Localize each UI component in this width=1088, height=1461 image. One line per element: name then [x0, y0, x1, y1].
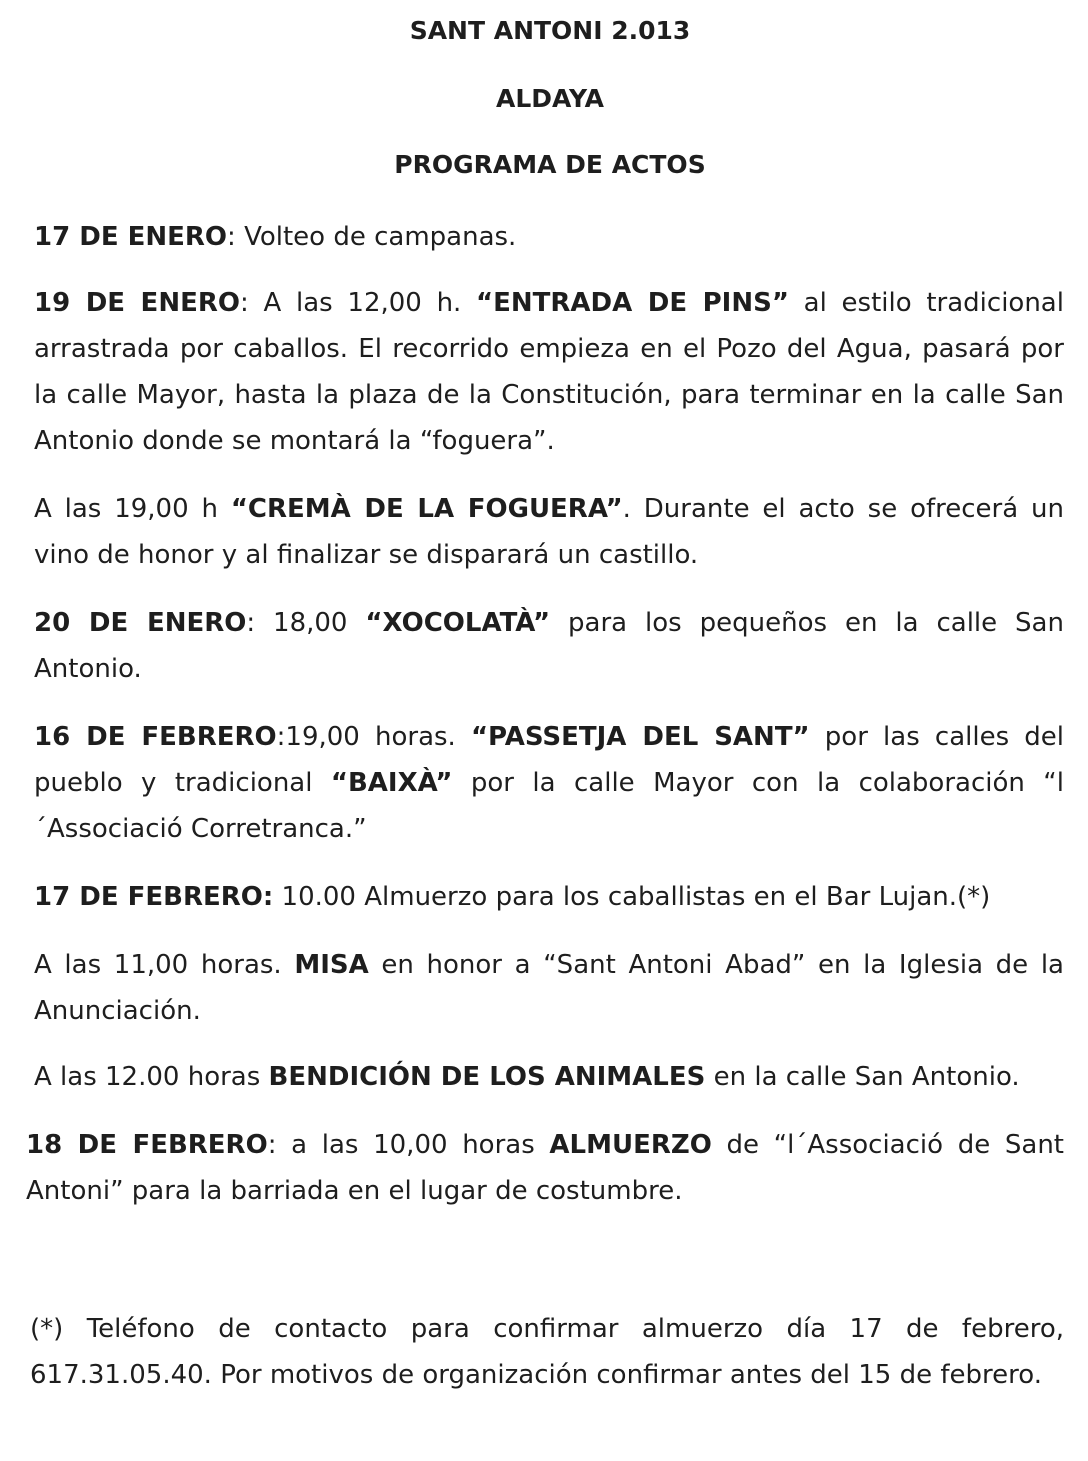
event-crema-foguera — [34, 486, 1064, 578]
event-date: 17 DE ENERO — [34, 222, 228, 252]
event-19-enero — [34, 280, 1064, 464]
event-text: : a las 10,00 horas — [267, 1130, 550, 1160]
event-20-enero — [34, 600, 1064, 692]
event-16-febrero — [34, 714, 1064, 852]
footnote: (*) Teléfono de contacto para confirmar almuerzo día 17 de febrero, 617.31.05.40. Por motivos de organización confirmar antes del 15 de febrero. — [30, 1314, 1064, 1390]
event-highlight: ALMUERZO — [549, 1130, 712, 1160]
event-text: 10.00 Almuerzo para los caballistas en el Bar Lujan.(*) — [273, 882, 991, 912]
event-date: 17 DE FEBRERO: — [34, 882, 274, 912]
event-17-febrero — [34, 874, 1064, 920]
event-highlight: “ENTRADA DE PINS” — [476, 288, 789, 318]
event-text: A las 12.00 horas — [34, 1062, 269, 1092]
event-text: . Durante el acto se ofrecerá un vino de honor y al finalizar se disparará un castillo. — [34, 494, 1064, 570]
program-subtitle: PROGRAMA DE ACTOS — [394, 150, 706, 179]
event-text: para los pequeños en la calle San Antonio. — [34, 608, 1064, 684]
event-highlight: BENDICIÓN DE LOS ANIMALES — [268, 1062, 706, 1092]
event-text: por la calle Mayor con la colaboración “l´Associació Corretranca.” — [34, 768, 1064, 844]
event-text: A las 11,00 horas. — [34, 950, 295, 980]
event-18-febrero — [26, 1122, 1064, 1214]
event-text: : 18,00 — [246, 608, 366, 638]
event-text: en honor a “Sant Antoni Abad” en la Iglesia de la Anunciación. — [34, 950, 1064, 1026]
event-text: :19,00 horas. — [276, 722, 471, 752]
event-text: : A las 12,00 h. — [239, 288, 477, 318]
town-name: ALDAYA — [495, 84, 605, 113]
event-misa — [34, 942, 1064, 1034]
event-bendicion — [34, 1054, 1064, 1100]
event-date: 18 DE FEBRERO — [26, 1130, 268, 1160]
event-text: de “l´Associació de Sant Antoni” para la barriada en el lugar de costumbre. — [26, 1130, 1064, 1206]
event-highlight: “XOCOLATÀ” — [365, 608, 551, 638]
event-highlight: MISA — [294, 950, 369, 980]
event-text: por las calles del pueblo y tradicional — [34, 722, 1064, 798]
event-date: 20 DE ENERO — [34, 608, 247, 638]
event-text: en la calle San Antonio. — [705, 1062, 1020, 1092]
event-text: A las 19,00 h — [34, 494, 231, 524]
event-highlight: “CREMÀ DE LA FOGUERA” — [230, 494, 623, 524]
event-text: : Volteo de campanas. — [227, 222, 517, 252]
event-17-enero — [34, 214, 1064, 260]
event-highlight: “BAIXÀ” — [330, 768, 453, 798]
page-title: SANT ANTONI 2.013 — [409, 16, 691, 45]
event-highlight: “PASSETJA DEL SANT” — [470, 722, 810, 752]
event-date: 19 DE ENERO — [34, 288, 240, 318]
event-date: 16 DE FEBRERO — [34, 722, 277, 752]
event-text: al estilo tradicional arrastrada por caballos. El recorrido empieza en el Pozo del Agua, pasará por la calle Mayor, hasta la plaza de la Constitución, para terminar en la calle San Antonio donde se montará la “foguera”. — [34, 288, 1064, 456]
